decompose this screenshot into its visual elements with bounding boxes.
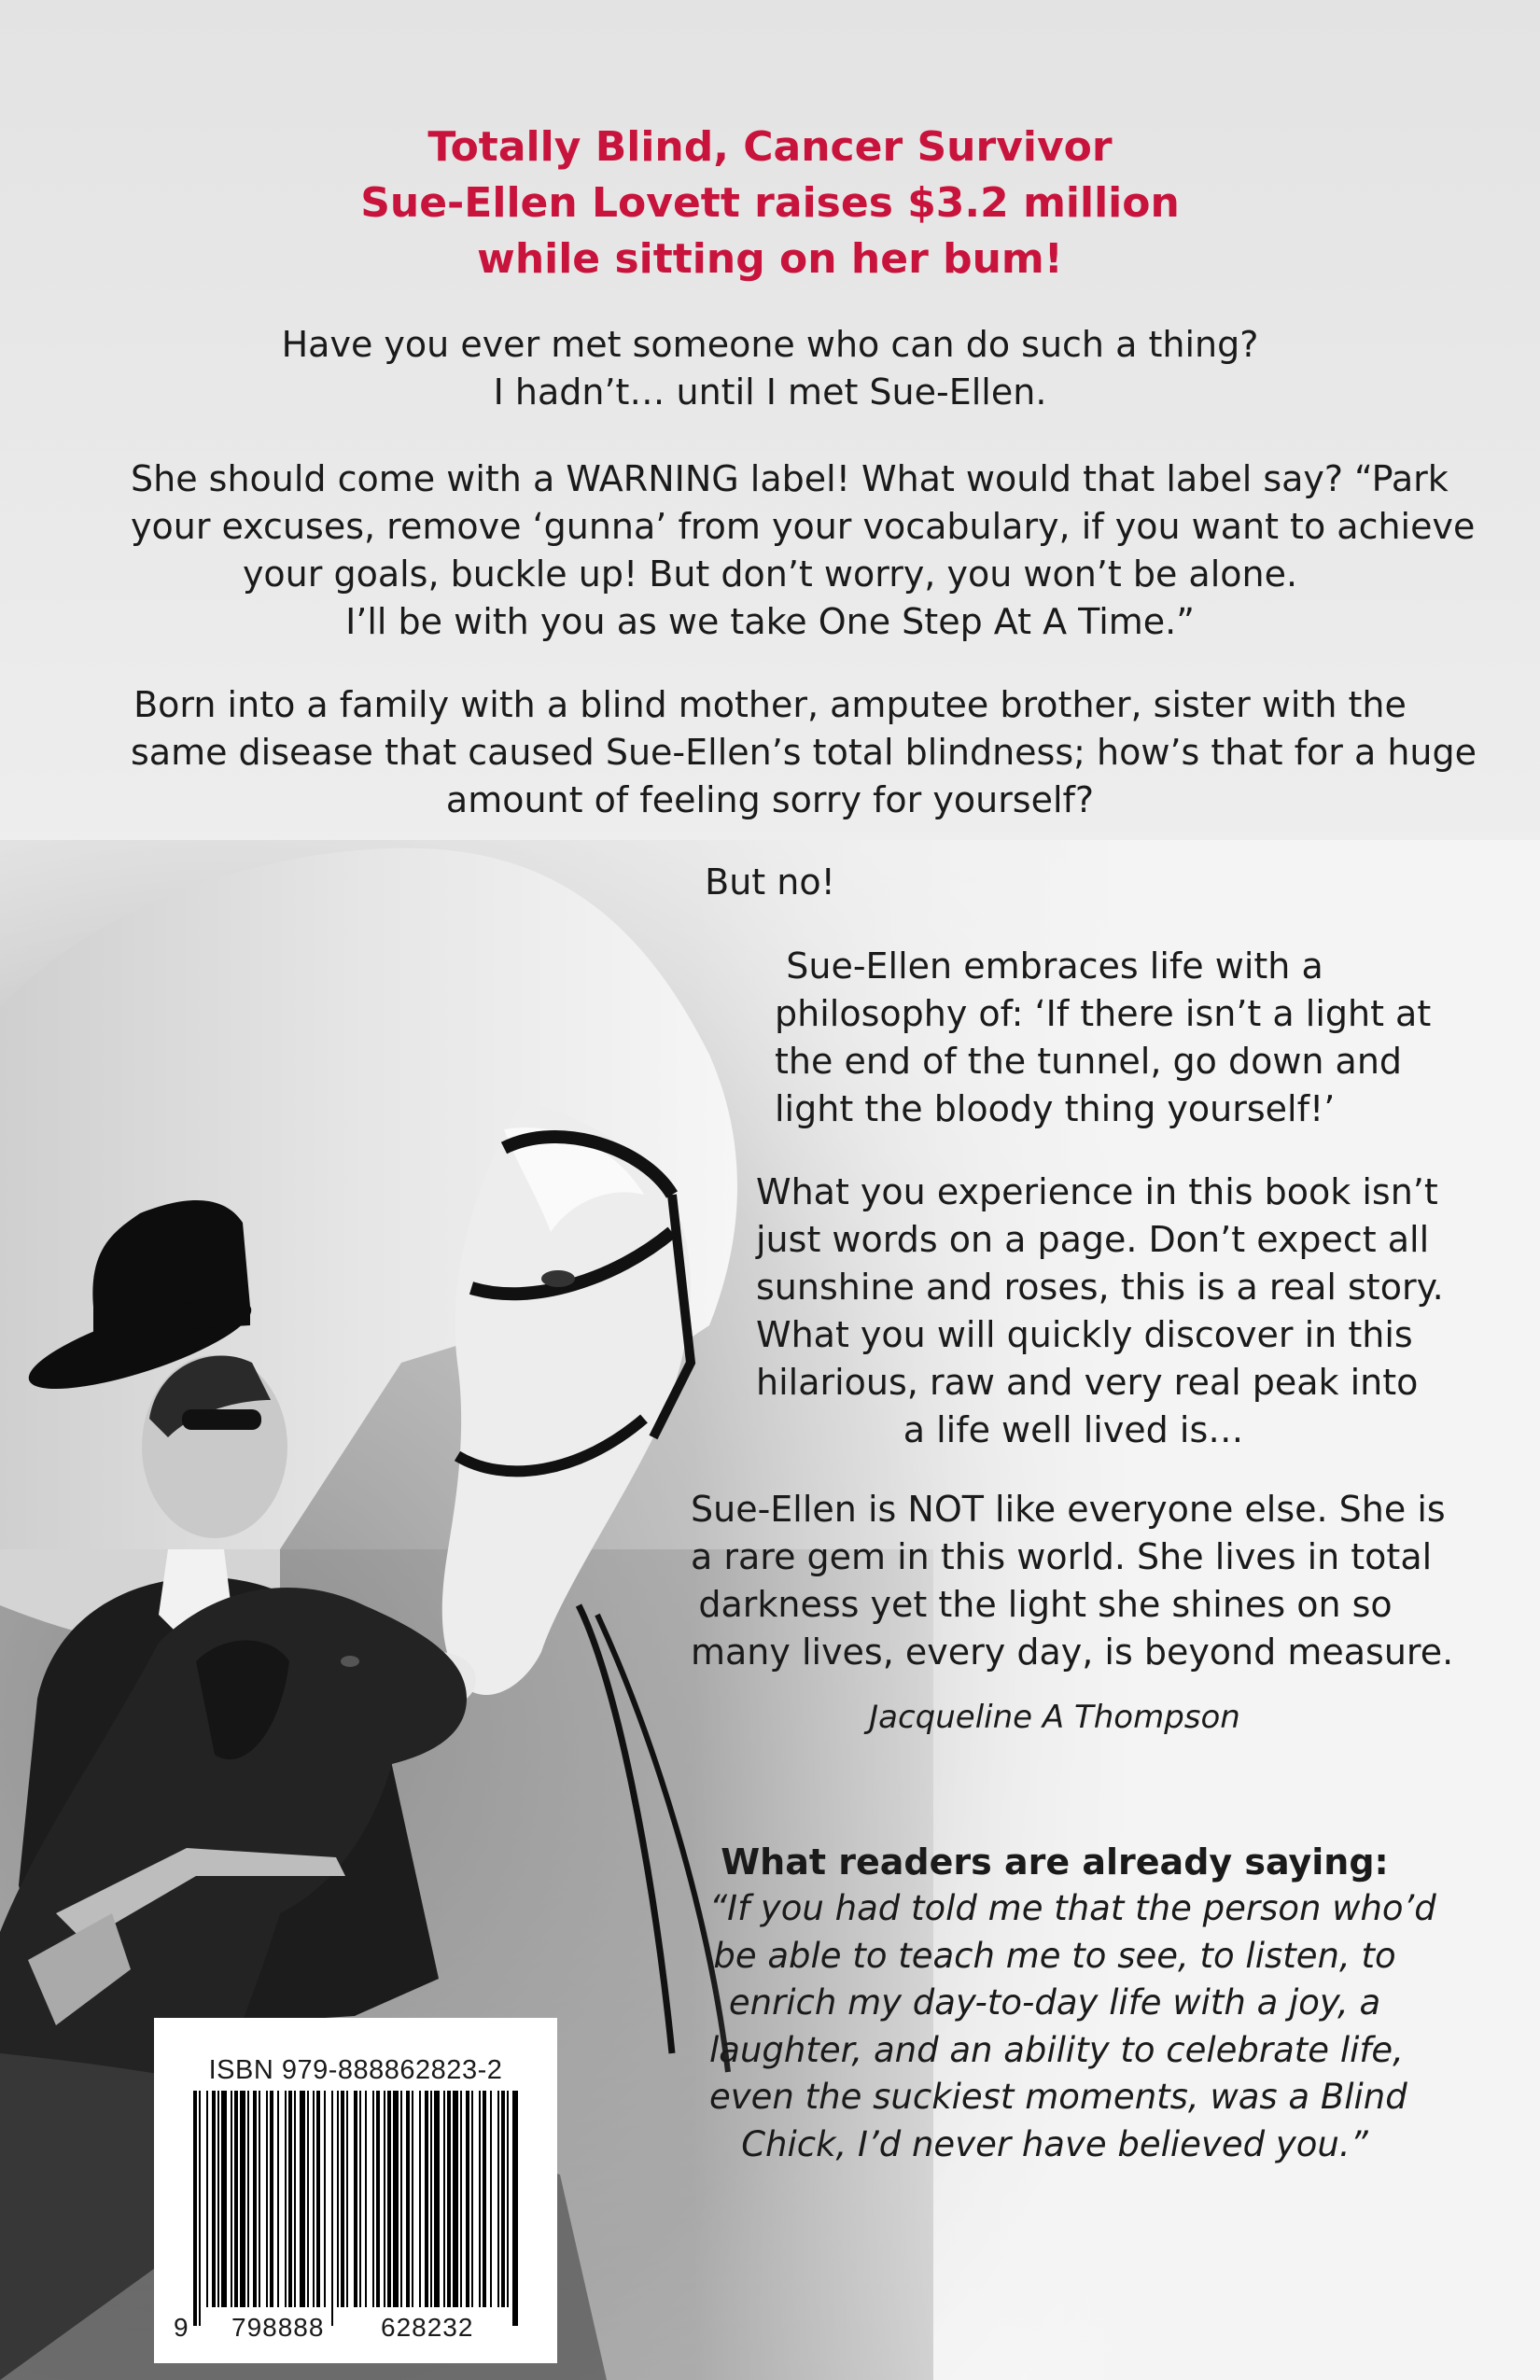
barcode-bar [331, 2091, 333, 2326]
barcode-bar [313, 2091, 315, 2307]
philosophy-line: philosophy of: ‘If there isn’t a light at [775, 993, 1432, 1034]
not-like-paragraph [691, 1486, 1454, 1676]
barcode-bar [419, 2091, 421, 2307]
experience-line: sunshine and roses, this is a real story. [756, 1267, 1444, 1308]
barcode-bar [372, 2091, 374, 2307]
isbn-label: ISBN 979-888862823-2 [208, 2055, 503, 2085]
barcode-bar [346, 2091, 348, 2307]
barcode-bar [393, 2091, 399, 2307]
barcode-bar [266, 2091, 268, 2307]
philosophy-line: the end of the tunnel, go down and [775, 1041, 1403, 1082]
experience-line: just words on a page. Don’t expect all [756, 1219, 1430, 1260]
barcode-bar [259, 2091, 260, 2307]
barcode-bar [471, 2091, 473, 2307]
barcode-bar [479, 2091, 481, 2307]
barcode-bar [434, 2091, 440, 2307]
experience-paragraph [756, 1169, 1444, 1454]
warning-paragraph [131, 455, 1476, 646]
barcode-bar [341, 2091, 344, 2307]
not-like-line: Sue-Ellen is NOT like everyone else. She is [691, 1489, 1446, 1530]
experience-line: What you will quickly discover in this [756, 1314, 1413, 1355]
barcode-bar [193, 2091, 197, 2326]
not-like-line: a rare gem in this world. She lives in total [691, 1536, 1433, 1577]
intro-line: I hadn’t… until I met Sue-Ellen. [493, 371, 1047, 413]
philosophy-paragraph [775, 943, 1432, 1133]
barcode-bar [406, 2091, 410, 2307]
headline-line: Totally Blind, Cancer Survivor [427, 123, 1113, 171]
barcode-bar [221, 2091, 227, 2307]
barcode-bar [512, 2091, 518, 2326]
barcode-bar [365, 2091, 367, 2307]
barcode-digits-right: 628232 [378, 2313, 476, 2343]
family-line: same disease that caused Sue-Ellen’s total blindness; how’s that for a huge [131, 732, 1477, 773]
barcode-bar [460, 2091, 462, 2307]
but-no-line: But no! [705, 861, 835, 903]
barcode-bar [376, 2091, 380, 2307]
warning-line: your excuses, remove ‘gunna’ from your vocabulary, if you want to achieve [131, 506, 1476, 547]
barcode-bar [217, 2091, 219, 2307]
barcode-bar [316, 2091, 320, 2307]
barcode-bar [384, 2091, 385, 2307]
readers-heading: What readers are already saying: [721, 1841, 1389, 1883]
barcode-bar [400, 2091, 402, 2307]
barcode-bar [490, 2091, 492, 2307]
intro-line: Have you ever met someone who can do such a thing? [281, 324, 1259, 365]
barcode-bars [193, 2091, 518, 2326]
barcode-bar [247, 2091, 249, 2307]
not-like-line: many lives, every day, is beyond measure. [691, 1631, 1454, 1673]
warning-line: your goals, buckle up! But don’t worry, you won’t be alone. [242, 553, 1298, 595]
barcode-bar [324, 2091, 326, 2307]
warning-line: I’ll be with you as we take One Step At A Time.” [345, 601, 1195, 642]
barcode-bar [231, 2091, 232, 2307]
headline-line: while sitting on her bum! [477, 235, 1063, 283]
barcode-bar [277, 2091, 279, 2307]
barcode-bar [447, 2091, 451, 2307]
family-paragraph [131, 681, 1477, 824]
barcode-bar [212, 2091, 216, 2307]
barcode-digits-left: 798888 [229, 2313, 327, 2343]
barcode-box [154, 2018, 557, 2363]
barcode-bar [206, 2091, 208, 2307]
experience-line: What you experience in this book isn’t [756, 1171, 1438, 1212]
barcode-bar [253, 2091, 257, 2307]
readers-quote-line: even the suckiest moments, was a Blind [709, 2077, 1407, 2117]
headline [0, 119, 1540, 287]
experience-line: a life well lived is… [903, 1409, 1244, 1450]
readers-quote [709, 1885, 1436, 2168]
barcode-bar [294, 2091, 296, 2307]
warning-line: She should come with a WARNING label! What would that label say? “Park [131, 458, 1449, 499]
experience-line: hilarious, raw and very real peak into [756, 1362, 1419, 1403]
barcode-bar [412, 2091, 413, 2307]
barcode-bar [425, 2091, 428, 2307]
barcode-bar [430, 2091, 432, 2307]
barcode-bar [240, 2091, 245, 2307]
barcode-bar [288, 2091, 292, 2307]
philosophy-line: Sue-Ellen embraces life with a [786, 945, 1323, 987]
barcode-digit-lead: 9 [171, 2313, 192, 2343]
readers-quote-line: be able to teach me to see, to listen, to [713, 1935, 1396, 1976]
family-line: amount of feeling sorry for yourself? [445, 779, 1095, 820]
intro-paragraph [131, 321, 1409, 416]
barcode-bar [234, 2091, 238, 2307]
readers-quote-line: laughter, and an ability to celebrate life, [709, 2029, 1404, 2070]
barcode-bar [443, 2091, 445, 2307]
barcode-bar [453, 2091, 458, 2307]
barcode-bar [507, 2091, 509, 2307]
headline-line: Sue-Ellen Lovett raises $3.2 million [360, 179, 1180, 227]
barcode-bar [199, 2091, 201, 2326]
barcode-bar [483, 2091, 486, 2307]
barcode-bar [300, 2091, 305, 2307]
barcode-bar [285, 2091, 287, 2307]
philosophy-line: light the bloody thing yourself!’ [775, 1088, 1336, 1129]
not-like-line: darkness yet the light she shines on so [698, 1584, 1393, 1625]
barcode-bar [387, 2091, 391, 2307]
barcode-bar [270, 2091, 273, 2307]
barcode-bar [337, 2091, 339, 2307]
barcode-bar [497, 2091, 499, 2307]
family-line: Born into a family with a blind mother, amputee brother, sister with the [133, 684, 1407, 725]
barcode-bar [307, 2091, 309, 2307]
quote-attribution: Jacqueline A Thompson [869, 1699, 1240, 1736]
readers-quote-line: “If you had told me that the person who’d [709, 1888, 1436, 1928]
barcode-bar [501, 2091, 505, 2307]
readers-quote-line: Chick, I’d never have believed you.” [741, 2123, 1368, 2164]
barcode-bar [359, 2091, 361, 2307]
barcode-bar [466, 2091, 469, 2307]
barcode-bar [354, 2091, 357, 2307]
readers-quote-line: enrich my day-to-day life with a joy, a [728, 1982, 1381, 2023]
